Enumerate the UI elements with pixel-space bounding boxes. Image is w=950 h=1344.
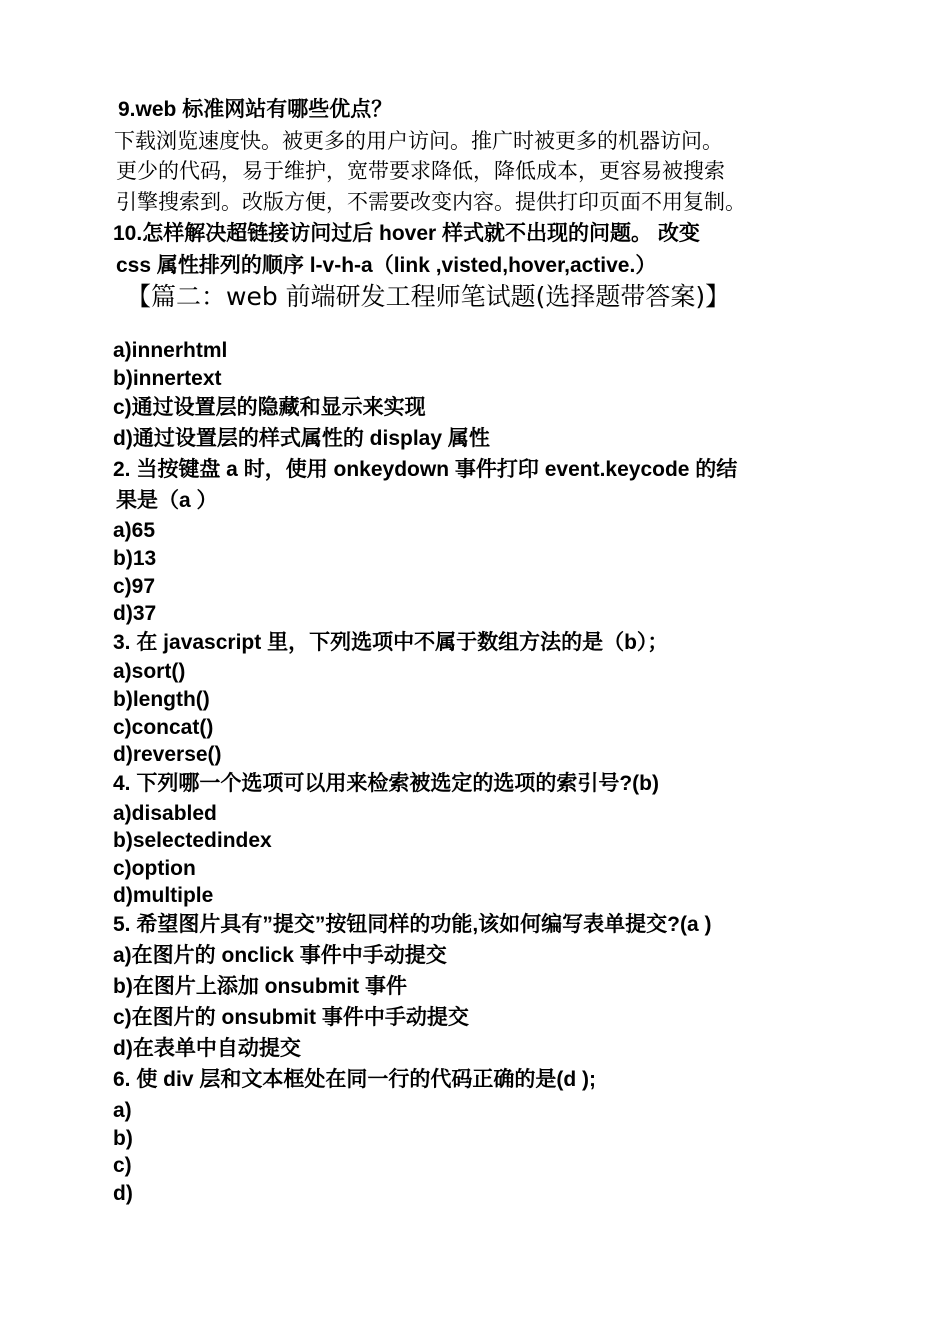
q10-title-line-2: css 属性排列的顺序 l-v-h-a（link ,visted,hover,active.） (116, 254, 657, 277)
q6-option-b: b) (113, 1127, 133, 1150)
section-heading: 【篇二：web 前端研发工程师笔试题(选择题带答案)】 (126, 282, 731, 311)
q3-option-c: c)concat() (113, 716, 214, 739)
q9-title: 9.web 标准网站有哪些优点？ (118, 98, 393, 121)
q3-option-b: b)length() (113, 688, 210, 711)
q2-option-a: a)65 (113, 519, 156, 542)
q2-title-line-1: 2. 当按键盘 a 时，使用 onkeydown 事件打印 event.keycode 的结 (113, 458, 738, 481)
q2-option-d: d)37 (113, 602, 157, 625)
q1-option-d: d)通过设置层的样式属性的 display 属性 (113, 427, 490, 450)
q5-option-b: b)在图片上添加 onsubmit 事件 (113, 975, 407, 998)
q9-answer-line-2: 更少的代码，易于维护，宽带要求降低，降低成本，更容易被搜索 (116, 159, 725, 183)
q4-option-b: b)selectedindex (113, 829, 272, 852)
q10-title-line-1: 10.怎样解决超链接访问过后 hover 样式就不出现的问题。 改变 (113, 222, 700, 245)
q4-title: 4. 下列哪一个选项可以用来检索被选定的选项的索引号?(b) (113, 772, 659, 795)
q5-option-a: a)在图片的 onclick 事件中手动提交 (113, 944, 447, 967)
q3-option-a: a)sort() (113, 660, 186, 683)
q6-option-d: d) (113, 1182, 133, 1205)
q9-answer-line-1: 下载浏览速度快。被更多的用户访问。推广时被更多的机器访问。 (114, 129, 723, 153)
q4-option-c: c)option (113, 857, 196, 880)
q6-option-a: a) (113, 1099, 132, 1122)
q5-title: 5. 希望图片具有”提交”按钮同样的功能,该如何编写表单提交?(a ) (113, 913, 712, 936)
q5-option-d: d)在表单中自动提交 (113, 1037, 301, 1060)
q1-option-b: b)innertext (113, 367, 222, 390)
q6-title: 6. 使 div 层和文本框处在同一行的代码正确的是(d ); (113, 1068, 596, 1091)
q1-option-c: c)通过设置层的隐藏和显示来实现 (113, 396, 426, 419)
q9-answer-line-3: 引擎搜索到。改版方便，不需要改变内容。提供打印页面不用复制。 (116, 190, 746, 214)
q1-option-a: a)innerhtml (113, 339, 228, 362)
q4-option-d: d)multiple (113, 884, 214, 907)
q6-option-c: c) (113, 1154, 132, 1177)
q2-option-b: b)13 (113, 547, 157, 570)
q4-option-a: a)disabled (113, 802, 217, 825)
q5-option-c: c)在图片的 onsubmit 事件中手动提交 (113, 1006, 469, 1029)
q3-option-d: d)reverse() (113, 743, 222, 766)
q2-option-c: c)97 (113, 575, 156, 598)
q2-title-line-2: 果是（a ） (116, 489, 218, 512)
q3-title: 3. 在 javascript 里，下列选项中不属于数组方法的是（b）； (113, 631, 669, 654)
